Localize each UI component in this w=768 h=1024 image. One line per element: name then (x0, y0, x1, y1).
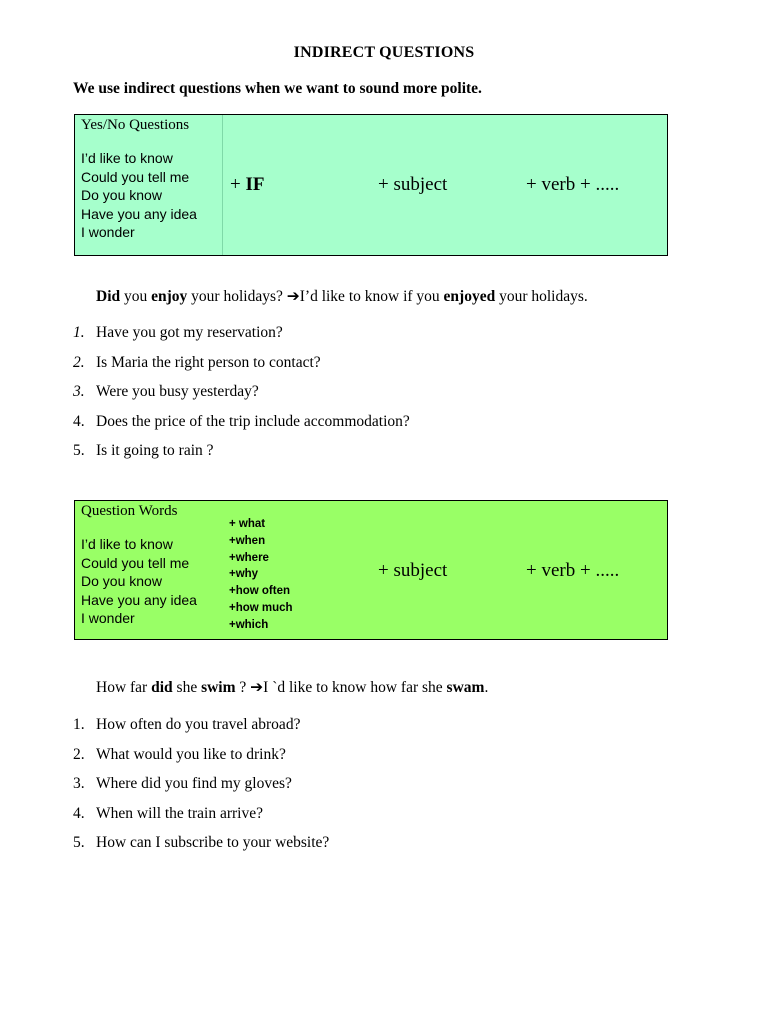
example-text: I’d like to know if you (299, 288, 444, 305)
question-word: +how often (229, 585, 291, 598)
example-word: did (151, 679, 173, 696)
item-text: Have you got my reservation? (96, 324, 283, 341)
example-word: enjoyed (443, 288, 496, 305)
example-sentence-2 (96, 678, 488, 697)
page-title: INDIRECT QUESTIONS (293, 44, 475, 61)
example-text: ? (235, 679, 251, 696)
item-number: 1. (73, 716, 85, 733)
item-number: 5. (73, 442, 85, 459)
arrow-icon: ➔ (286, 288, 300, 305)
yes-no-questions-box (74, 114, 668, 256)
example-text: I `d like to know how far she (263, 679, 447, 696)
question-word-list (229, 516, 293, 634)
subject-formula: + subject (378, 174, 448, 195)
item-text: Does the price of the trip include accommodation? (96, 412, 410, 430)
item-number: 3. (73, 383, 85, 400)
yes-no-header: Yes/No Questions (81, 117, 190, 133)
starter-item: I wonder (81, 224, 135, 240)
yes-no-left-column (75, 115, 223, 255)
item-number: 1. (73, 324, 85, 341)
question-word: +which (229, 618, 269, 631)
example-word: swam (446, 679, 485, 696)
item-number: 3. (73, 775, 85, 792)
if-plus: + (230, 174, 246, 195)
item-text: Were you busy yesterday? (96, 383, 259, 400)
if-word: IF (245, 174, 265, 195)
question-word: +when (229, 534, 266, 547)
starter-item: Have you any idea (81, 591, 197, 608)
item-text: How can I subscribe to your website? (96, 834, 330, 851)
starter-item: Do you know (81, 573, 162, 589)
example-sentence-1 (96, 287, 588, 306)
example-word: swim (201, 679, 236, 696)
arrow-icon: ➔ (250, 679, 264, 696)
starter-item: Could you tell me (81, 554, 190, 571)
question-word: +why (229, 568, 259, 581)
item-number: 2. (73, 745, 85, 763)
item-number: 5. (73, 834, 85, 851)
question-words-starters (81, 535, 197, 628)
question-word: + what (229, 518, 266, 530)
item-number: 4. (73, 804, 85, 822)
starter-item: Could you tell me (81, 168, 190, 185)
question-word: +how much (229, 601, 293, 614)
item-text: When will the train arrive? (96, 804, 263, 822)
example-word: enjoy (151, 288, 188, 305)
question-word: +where (229, 551, 269, 564)
example-text: How far (96, 679, 152, 696)
starter-item: I’d like to know (81, 536, 173, 552)
starter-item: Do you know (81, 187, 162, 203)
subject-formula: + subject (378, 560, 448, 581)
item-text: Where did you find my gloves? (96, 775, 292, 792)
example-text: your holidays. (495, 288, 588, 305)
question-words-box (74, 500, 668, 640)
item-text: Is Maria the right person to contact? (96, 353, 321, 371)
yes-no-starters (81, 149, 197, 242)
question-words-header: Question Words (81, 503, 178, 519)
example-text: she (172, 679, 202, 696)
if-formula (230, 174, 264, 196)
item-number: 4. (73, 412, 85, 430)
verb-formula: + verb + ..... (526, 560, 620, 581)
example-text: . (484, 679, 489, 696)
starter-item: Have you any idea (81, 205, 197, 222)
question-words-left-column (75, 501, 222, 639)
verb-formula: + verb + ..... (526, 174, 620, 195)
example-word: Did (96, 288, 121, 305)
item-text: Is it going to rain ? (96, 442, 214, 459)
item-text: What would you like to drink? (96, 745, 286, 763)
example-text: you (120, 288, 152, 305)
item-text: How often do you travel abroad? (96, 716, 301, 733)
item-number: 2. (73, 353, 85, 371)
example-text: your holidays? (187, 288, 287, 305)
starter-item: I’d like to know (81, 150, 173, 166)
starter-item: I wonder (81, 610, 135, 626)
intro-text: We use indirect questions when we want to sound more polite. (73, 80, 482, 97)
